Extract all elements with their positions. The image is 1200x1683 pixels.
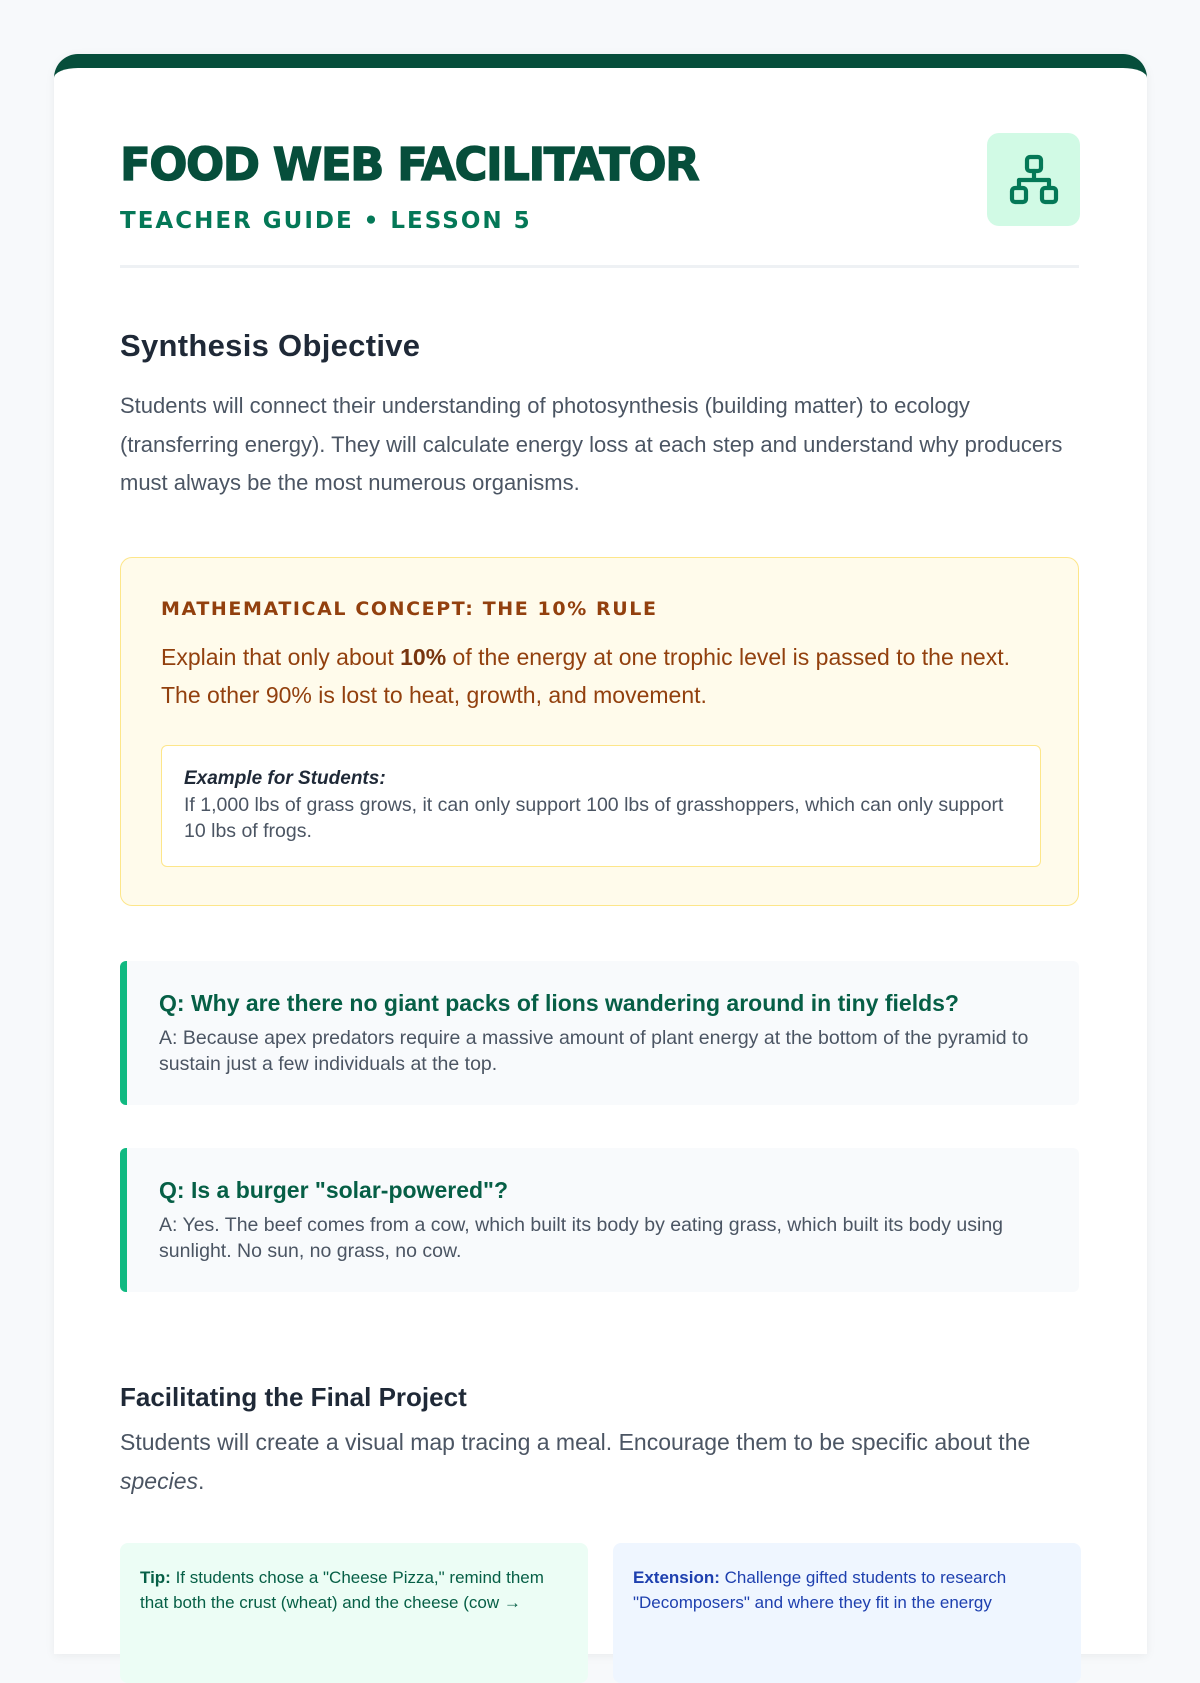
tip-label: Tip:: [140, 1568, 171, 1587]
qa-card: [120, 1148, 1079, 1292]
header-divider: [120, 265, 1079, 268]
concept-callout: [120, 557, 1079, 906]
concept-text: [161, 638, 1041, 714]
hierarchy-network-icon: [987, 133, 1080, 226]
extension-text: Challenge gifted students to research "Decomposers" and where they fit in the energy: [633, 1568, 1007, 1612]
qa-card: [120, 961, 1079, 1105]
project-text-italic: species: [120, 1467, 198, 1494]
qa-question: Q: Is a burger "solar-powered"?: [159, 1177, 508, 1203]
page-title: FOOD WEB FACILITATOR: [120, 138, 699, 191]
section-heading-synthesis: Synthesis Objective: [120, 328, 421, 363]
qa-answer: A: Because apex predators require a massive amount of plant energy at the bottom of the pyramid to sustain just a few individuals at the top.: [159, 1027, 1029, 1075]
example-box: [161, 745, 1041, 867]
section-heading-project: Facilitating the Final Project: [120, 1382, 467, 1412]
example-text: If 1,000 lbs of grass grows, it can only support 100 lbs of grasshoppers, which can only support 10 lbs of frogs.: [184, 794, 1004, 842]
tip-text: If students chose a "Cheese Pizza," remind them that both the crust (wheat) and the cheese (cow →: [140, 1568, 544, 1612]
synthesis-paragraph: Students will connect their understanding of photosynthesis (building matter) to ecology (transferring energy). They will calculate energy loss at each step and understand why producers must always be the most numerous organisms.: [120, 393, 1063, 495]
extension-box: [613, 1543, 1081, 1683]
tip-box: [120, 1543, 588, 1683]
project-text-before: Students will create a visual map tracing a meal. Encourage them to be specific about the: [120, 1429, 1031, 1455]
qa-question: Q: Why are there no giant packs of lions wandering around in tiny fields?: [159, 990, 959, 1016]
project-text-after: .: [197, 1467, 205, 1494]
lesson-card: [54, 54, 1147, 1654]
concept-title: MATHEMATICAL CONCEPT: THE 10% RULE: [161, 598, 658, 620]
extension-label: Extension:: [633, 1568, 720, 1587]
concept-text-after: of the energy at one trophic level is passed to the next. The other 90% is lost to heat, growth, and movement.: [161, 644, 1011, 708]
page-subtitle: TEACHER GUIDE • LESSON 5: [120, 208, 532, 234]
concept-text-before: Explain that only about: [161, 644, 401, 670]
concept-text-bold: 10%: [400, 644, 447, 670]
example-label: Example for Students:: [184, 768, 386, 789]
qa-answer: A: Yes. The beef comes from a cow, which built its body by eating grass, which built its body using sunlight. No sun, no grass, no cow.: [159, 1214, 1004, 1262]
project-paragraph: [120, 1423, 1079, 1500]
